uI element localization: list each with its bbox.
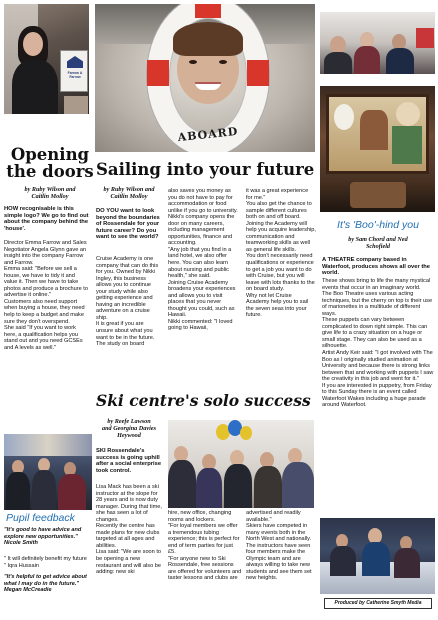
ski-col3-body: advertised and readily available." Skiers have competed in many events both in the North West and nationally. The instructors have seen four members make the Olympic team and are always willing to take new students and see them set new heights. (246, 510, 312, 582)
ski-byline-1: by Reefe Lawson (107, 418, 151, 425)
boo-title: It's 'Boo'-hind you (337, 219, 419, 231)
feedback-quote-3: "It's helpful to get advice about what I may do in the future." Megan McCreadie (4, 574, 87, 594)
cruise-byline-2: Caitlin Molloy (110, 193, 148, 200)
farrow-sign-text: Farrow & Farrow (67, 71, 83, 79)
photo-ski-slope (320, 518, 435, 594)
doors-byline-1: by Ruby Wilson and (24, 186, 76, 193)
doors-body: Director Emma Farrow and Sales Negotiator Angela Glynn gave an insight into the company Farrow and Farrow. Emma said: "Before we sell a house, we have to tidy it and value it. Then we have to take photos and produce a brochure to advertise it online." Customers also need support when buying a house, they need help to keep a budget and make sure they don't overspend. She said "If you want to work here, a qualification helps you stand out and you need GCSEs and A levels as well." (4, 240, 88, 351)
photo-farrow-office (4, 4, 89, 114)
ski-col1-body: Lisa Mack has been a ski instructor at the slope for 28 years and is now duty manager. During that time, she has seen a lot of changes. Recently the centre has made plans for new clubs targeted at all ages and abilities. Lisa said: "We are soon to be opening a new restaurant and will also be adding: new ski (96, 484, 162, 576)
feedback-quote-1: "It's good to have advice and explore new opportunities." Nicole Smith (4, 527, 82, 547)
ski-col2-body: hire, new office, changing rooms and lockers. "For loyal members we offer a tremendous tubing experience; this is perfect for end of term parties for just £5. "For anyone new to Ski Rossendale, free sessions are offered for volunteers and taster lessons and clubs are (168, 510, 242, 582)
photo-ski-team (168, 420, 314, 508)
ski-title: Ski centre's solo success (96, 391, 311, 410)
photo-life-ring (95, 4, 315, 152)
doors-title-line1: Opening (10, 145, 90, 164)
ski-byline-2: and Georgina Davies (102, 425, 156, 432)
cruise-col1-body: Cruise Academy is one company that can do this for you. Owned by Nikki Ingley, this business allows you to continue your study while also getting experience and having an incredible adventure on a cruise ship. It is great if you are unsure about what you want to be in the future. The study on board (96, 256, 159, 348)
house-logo-icon (67, 56, 83, 68)
photo-event-crowd (320, 12, 435, 74)
boo-byline-2: Schofield (365, 243, 391, 250)
ski-byline-3: Heywood (117, 432, 141, 439)
photo-boo-theatre (320, 86, 435, 212)
cruise-col3-body: it was a great experience for me." You also get the chance to sample different cultures both on and off board. Joining the Academy will help you acquire leadership, communication and teamworking skills as well as general life skills. You don't necessarily need qualifications or experience to get a job you want to do with Cruise, but you will leave with lots thanks to the on board study. Why not let Cruise Academy help you to sail the seven seas into your future. (246, 188, 316, 319)
cruise-byline-1: by Ruby Wilson and (103, 186, 155, 193)
cruise-col2-body: also saves you money as you do not have to pay for accommodation or food unlike if you go to university. Nikki's company opens the door on many careers, including management opportunities, finance and accounting. "Any job that you find in a land hotel, we also offer here. You can also learn about nursing and public health," she said. Joining Cruise Academy broadens your experiences and allows you to visit places that you never thought you could, such as Hawaii. Nikki commented: "I loved going to Hawaii, (168, 188, 238, 332)
cruise-col1-lead: DO YOU want to look beyond the boundaries of Rossendale for your future career? Do you want to see the world? (96, 208, 160, 241)
cruise-title: Sailing into your future (96, 160, 315, 179)
doors-lead: HOW recognisable is this simple logo? We go to find out about the company behind the 'house'. (4, 206, 89, 232)
doors-title-line2: the doors (6, 162, 94, 181)
ring-aboard-text: ABOARD (177, 124, 239, 145)
photo-pupils (4, 434, 92, 510)
doors-byline-2: Caitlin Molloy (31, 193, 69, 200)
credit-box: Produced by Catherine Smyth Media (324, 598, 432, 609)
feedback-quote-2: " It will definitely benefit my future " Iqra Hussain (4, 556, 87, 569)
boo-byline-1: by Sam Chord and Ned (348, 236, 408, 243)
feedback-title: Pupil feedback (6, 512, 75, 524)
boo-lead: A THEATRE company based in Waterfoot, produces shows all over the world. (322, 257, 431, 277)
ski-col1-lead: SKI Rossendale's success is going uphill after a social enterprise took control. (96, 448, 162, 474)
boo-body: These shows bring to life the many mystical events that occur in an imaginary world. The Boo Theatre uses various acting techniques, but the cherry on top is their use of marionettes in a multitude of different ways. These puppets can vary between complicated to down right simple. This can give life to a crazy situation on a huge or small stage. They can also be used as a silhouette. Artist Andy Keir said: "I got involved with The Boo as I originally studied animation at University and because there is strong links between that and working with puppets I saw the creativity in this job and went for it." If you are interested in puppetry, from Friday to this Sunday there is an event called Waterfoot Wakes including a huge parade around Waterfoot. (322, 278, 434, 409)
